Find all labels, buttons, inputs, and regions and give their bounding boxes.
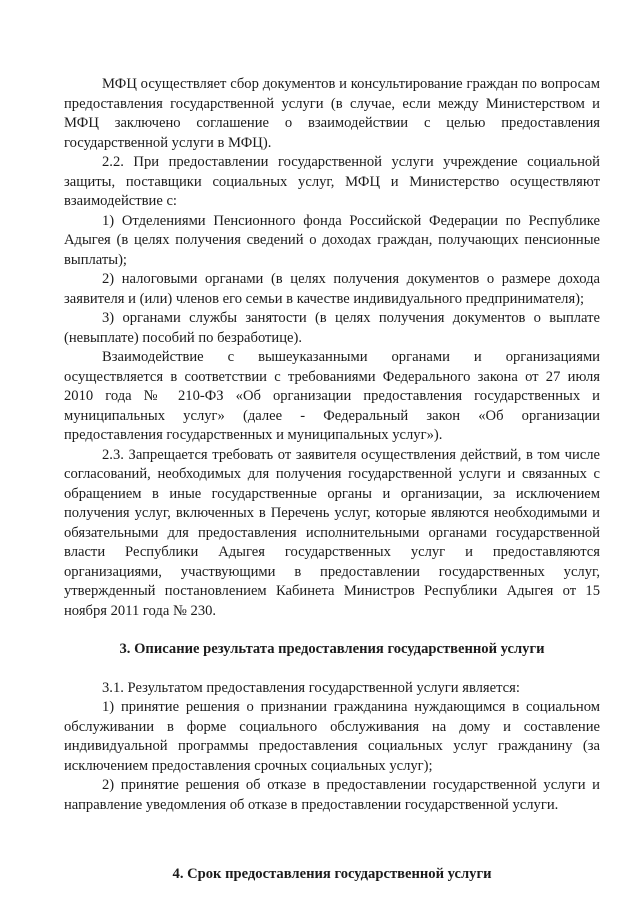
section-4-heading: 4. Срок предоставления государственной услуги xyxy=(172,866,492,882)
paragraph-3-1-result: 3.1. Результатом предоставления государственной услуги является: xyxy=(102,679,520,696)
paragraph-2-3-prohibition: 2.3. Запрещается требовать от заявителя осуществления действий, в том числе согласований, необходимых для получения государственной услуги и связанных с обращением в иные государственные органы и организации, за исключением получения услуг, включенных в Перечень услуг, которые являются необходимыми и обязательными для предоставления исполнительными органами государственной власти Республики Адыгея государственных услуг и предоставляются организациями, участвующими в предоставлении государственных услуг, утвержденный постановлением Кабинета Министров Республики Адыгея от 15 ноября 2011 года № 230. xyxy=(64,446,600,619)
section-spacer xyxy=(64,815,600,865)
paragraph-2-2-interaction: 2.2. При предоставлении государственной услуги учреждение социальной защиты, поставщики социальных услуг, МФЦ и Министерство осуществляют взаимодействие с: xyxy=(64,154,600,209)
list-item-pension-fund: 1) Отделениями Пенсионного фонда Российской Федерации по Республике Адыгея (в целях получения сведений о доходах граждан, получающих пенсионные выплаты); xyxy=(64,212,600,268)
list-item-tax-authorities: 2) налоговыми органами (в целях получения документов о размере дохода заявителя и (или) членов его семьи в качестве индивидуального предпринимателя); xyxy=(64,271,600,307)
paragraph-federal-law-210: Взаимодействие с вышеуказанными органами и организациями осуществляется в соответствии с требованиями Федерального закона от 27 июля 2010 года № 210-ФЗ «Об организации предоставления государственных и муниципальных услуг» (далее - Федеральный закон «Об организации предоставления государственных и муниципальных услуг»). xyxy=(64,349,600,443)
list-item-decision-refusal: 2) принятие решения об отказе в предоставлении государственной услуги и направление уведомления об отказе в предоставлении государственной услуги. xyxy=(64,777,600,813)
list-item-decision-recognition: 1) принятие решения о признании гражданина нуждающимся в социальном обслуживании в форме социального обслуживания на дому и составление индивидуальной программы предоставления социальных услуг гражданину (за исключением предоставления срочных социальных услуг); xyxy=(64,699,600,774)
section-spacer xyxy=(64,621,600,640)
section-spacer xyxy=(64,660,600,679)
section-3-heading: 3. Описание результата предоставления государственной услуги xyxy=(119,641,545,657)
list-item-employment-service: 3) органами службы занятости (в целях получения документов о выплате (невыплате) пособий по безработице). xyxy=(64,310,600,346)
paragraph-mfc-consultation: МФЦ осуществляет сбор документов и консультирование граждан по вопросам предоставления государственной услуги (в случае, если между Министерством и МФЦ заключено соглашение о взаимодействии с целью предоставления государственной услуги в МФЦ). xyxy=(64,76,600,151)
document-body xyxy=(64,75,600,885)
